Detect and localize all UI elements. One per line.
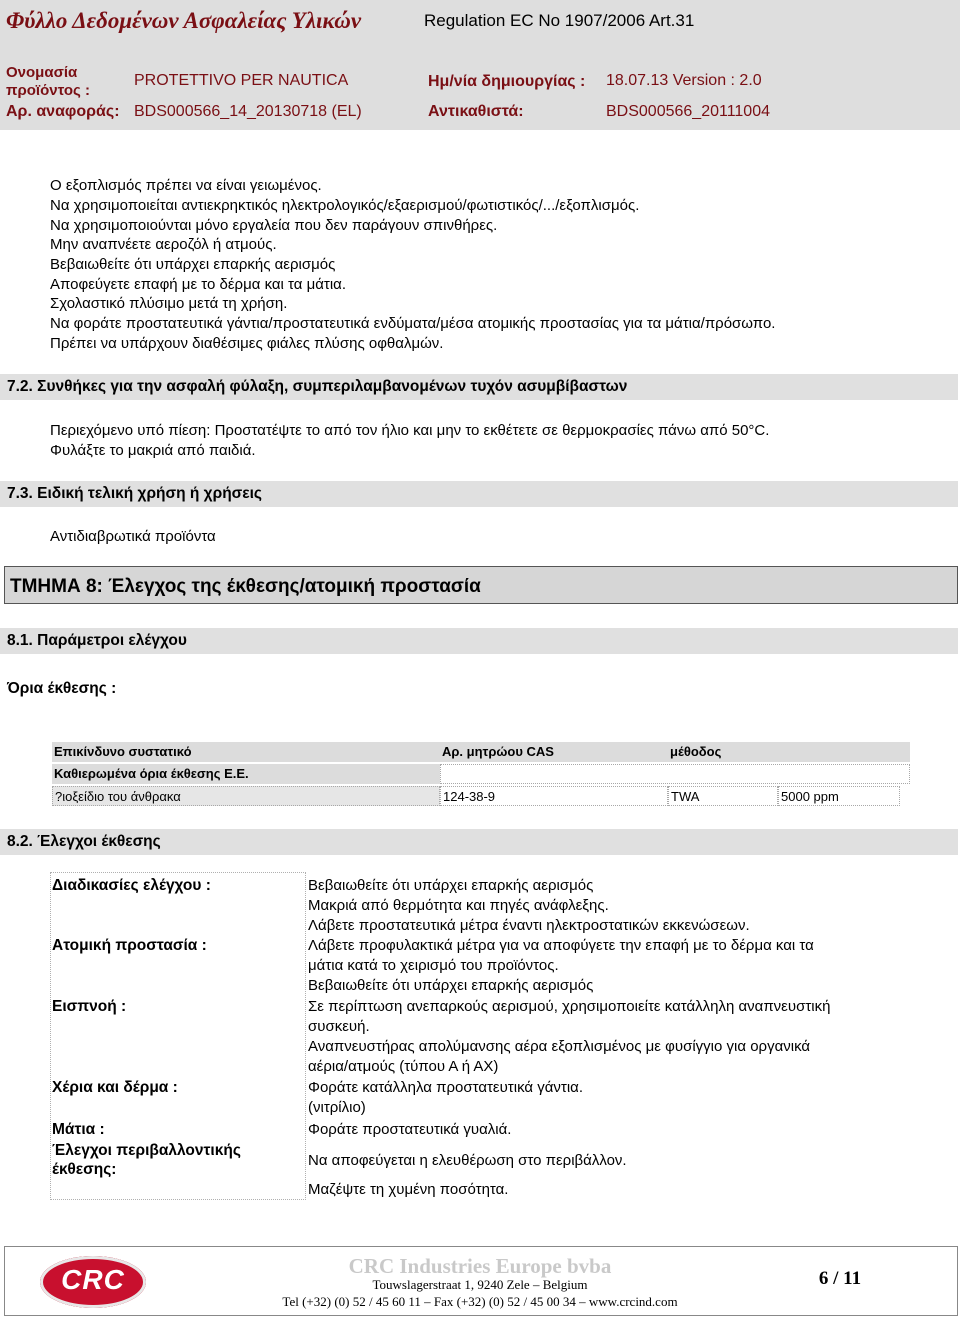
environment-label: Έλεγχοι περιβαλλοντικής bbox=[52, 1142, 241, 1159]
replaces-reference: BDS000566_20111004 bbox=[606, 103, 770, 120]
table-group-label: Καθιερωμένα όρια έκθεσης Ε.Ε. bbox=[52, 764, 440, 784]
procedures-text: Λάβετε προστατευτικά μέτρα έναντι ηλεκτροστατικών εκκενώσεων. bbox=[308, 917, 750, 934]
creation-date-version: 18.07.13 Version : 2.0 bbox=[606, 72, 762, 89]
product-name: PROTETTIVO PER NAUTICA bbox=[134, 72, 349, 89]
product-name-label: Ονομασία bbox=[6, 64, 78, 81]
footer-address: Touwslagerstraat 1, 9240 Zele – Belgium bbox=[372, 1277, 588, 1292]
inhalation-label: Εισπνοή : bbox=[52, 998, 127, 1015]
section-8-2-heading: 8.2. Έλεγχοι έκθεσης bbox=[7, 833, 161, 850]
environment-text: Μαζέψτε τη χυμένη ποσότητα. bbox=[308, 1181, 509, 1198]
intro-line: Να φοράτε προστατευτικά γάντια/προστατευτικά ενδύματα/μέσα ατομικής προστασίας για τα μάτια/πρόσωπο. bbox=[50, 315, 776, 332]
table-group-empty bbox=[440, 764, 910, 784]
inhalation-text: Αναπνευστήρας απολύμανσης αέρα εξοπλισμένος με φυσίγγιο για οργανικά bbox=[308, 1038, 811, 1055]
document-title: Φύλλο Δεδομένων Ασφαλείας Υλικών bbox=[6, 8, 362, 33]
inhalation-text: συσκευή. bbox=[308, 1018, 370, 1035]
intro-line: Αποφεύγετε επαφή με το δέρμα και τα μάτια. bbox=[50, 276, 347, 293]
section-7-3-heading: 7.3. Ειδική τελική χρήση ή χρήσεις bbox=[7, 485, 262, 502]
hands-skin-text: (νιτρίλιο) bbox=[308, 1099, 366, 1116]
procedures-text: Μακριά από θερμότητα και πηγές ανάφλεξης. bbox=[308, 897, 609, 914]
intro-line: Να χρησιμοποιείται αντιεκρηκτικός ηλεκτρολογικός/εξαερισμού/φωτιστικός/.../εξοπλισμός. bbox=[50, 197, 640, 214]
inhalation-text: αέρια/ατμούς (τύπου Α ή ΑΧ) bbox=[308, 1058, 499, 1075]
reference-label: Αρ. αναφοράς: bbox=[6, 103, 120, 120]
eyes-label: Μάτια : bbox=[52, 1121, 105, 1138]
eyes-text: Φοράτε προστατευτικά γυαλιά. bbox=[308, 1121, 512, 1138]
hands-skin-text: Φοράτε κατάλληλα προστατευτικά γάντια. bbox=[308, 1079, 583, 1096]
exposure-limits-label: Όρια έκθεσης : bbox=[7, 680, 117, 697]
section-8-heading: ΤΜΗΜΑ 8: Έλεγχος της έκθεσης/ατομική προστασία bbox=[10, 576, 481, 597]
table-cell-method: TWA bbox=[668, 786, 778, 806]
table-cell-cas: 124-38-9 bbox=[440, 786, 668, 806]
product-name-label-cont: προϊόντος : bbox=[6, 82, 91, 99]
storage-line: Φυλάξτε το μακριά από παιδιά. bbox=[50, 442, 256, 459]
crc-logo-text: CRC bbox=[61, 1264, 125, 1295]
procedures-label: Διαδικασίες ελέγχου : bbox=[52, 877, 211, 894]
table-header-method: μέθοδος bbox=[670, 744, 722, 759]
inhalation-text: Σε περίπτωση ανεπαρκούς αερισμού, χρησιμοποιείτε κατάλληλη αναπνευστική bbox=[308, 998, 831, 1015]
environment-label-cont: έκθεσης: bbox=[52, 1161, 117, 1178]
replaces-label: Αντικαθιστά: bbox=[428, 103, 524, 120]
environment-text: Να αποφεύγεται η ελευθέρωση στο περιβάλλον. bbox=[308, 1152, 627, 1169]
section-7-2-heading: 7.2. Συνθήκες για την ασφαλή φύλαξη, συμπεριλαμβανομένων τυχόν ασυμβίβαστων bbox=[7, 378, 628, 395]
personal-protection-text: μάτια κατά το χειρισμό του προϊόντος. bbox=[308, 957, 559, 974]
intro-line: Πρέπει να υπάρχουν διαθέσιμες φιάλες πλύσης οφθαλμών. bbox=[50, 335, 444, 352]
specific-use: Αντιδιαβρωτικά προϊόντα bbox=[50, 528, 216, 545]
intro-line: Να χρησιμοποιούνται μόνο εργαλεία που δεν παράγουν σπινθήρες. bbox=[50, 217, 498, 234]
intro-line: Σχολαστικό πλύσιμο μετά τη χρήση. bbox=[50, 295, 288, 312]
table-cell-value: 5000 ppm bbox=[778, 786, 900, 806]
creation-date-label: Ημ/νία δημιουργίας : bbox=[428, 73, 586, 90]
reference-number: BDS000566_14_20130718 (EL) bbox=[134, 103, 362, 120]
storage-line: Περιεχόμενο υπό πίεση: Προστατέψτε το από τον ήλιο και μην το εκθέτετε σε θερμοκρασίες πάνω από 50°C. bbox=[50, 422, 770, 439]
intro-line: Βεβαιωθείτε ότι υπάρχει επαρκής αερισμός bbox=[50, 256, 336, 273]
footer-company: CRC Industries Europe bvba bbox=[348, 1254, 612, 1278]
footer-contact: Tel (+32) (0) 52 / 45 60 11 – Fax (+32) (0) 52 / 45 00 34 – www.crcind.com bbox=[282, 1294, 678, 1309]
page-number: 6 / 11 bbox=[818, 1268, 862, 1289]
table-header-cas: Αρ. μητρώου CAS bbox=[442, 744, 554, 759]
table-header-substance: Επικίνδυνο συστατικό bbox=[54, 744, 192, 759]
intro-line: Μην αναπνέετε αεροζόλ ή ατμούς. bbox=[50, 236, 277, 253]
personal-protection-text: Βεβαιωθείτε ότι υπάρχει επαρκής αερισμός bbox=[308, 977, 594, 994]
table-cell-substance: ?ιοξείδιο του άνθρακα bbox=[52, 786, 440, 806]
intro-line: Ο εξοπλισμός πρέπει να είναι γειωμένος. bbox=[50, 177, 322, 194]
personal-protection-text: Λάβετε προφυλακτικά μέτρα για να αποφύγετε την επαφή με το δέρμα και τα bbox=[308, 937, 814, 954]
procedures-text: Βεβαιωθείτε ότι υπάρχει επαρκής αερισμός bbox=[308, 877, 594, 894]
section-8-1-heading: 8.1. Παράμετροι ελέγχου bbox=[7, 632, 187, 649]
regulation-reference: Regulation EC No 1907/2006 Art.31 bbox=[424, 11, 695, 30]
personal-protection-label: Ατομική προστασία : bbox=[52, 937, 207, 954]
hands-skin-label: Χέρια και δέρμα : bbox=[52, 1079, 178, 1096]
